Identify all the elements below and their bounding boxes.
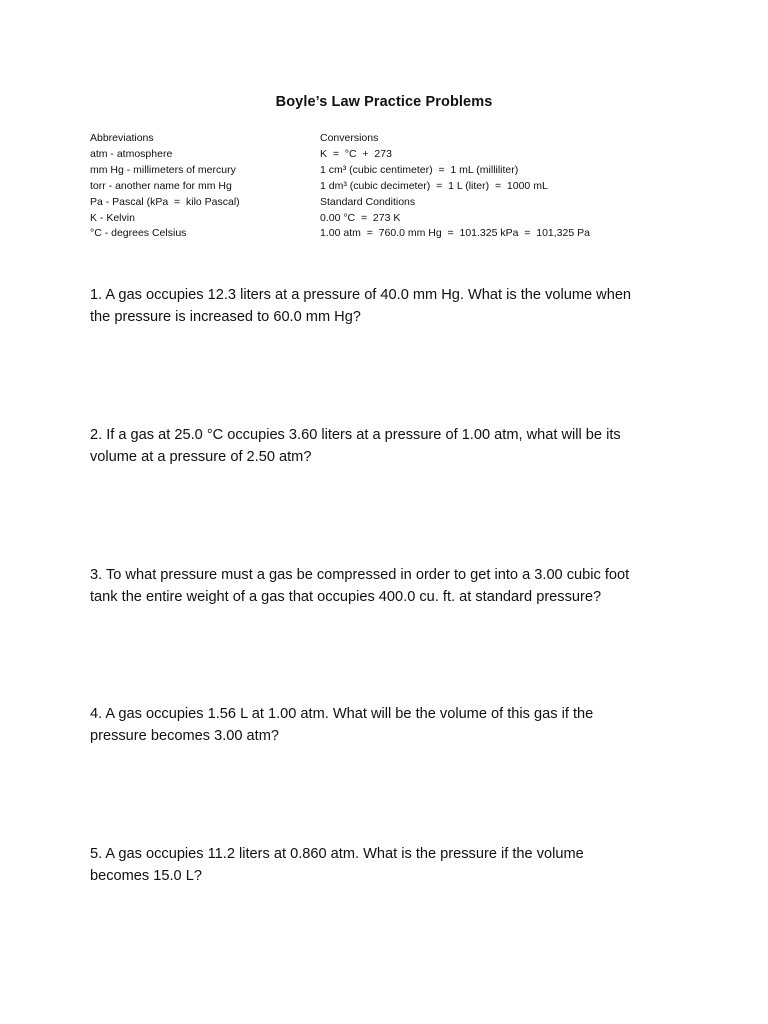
abbreviation-item: atm - atmosphere <box>90 147 173 160</box>
conversion-item: 0.00 °C = 273 K <box>320 211 401 224</box>
problem-text-line: 4. A gas occupies 1.56 L at 1.00 atm. What will be the volume of this gas if the <box>90 706 594 722</box>
abbreviation-item: °C - degrees Celsius <box>90 227 187 240</box>
abbreviation-item: torr - another name for mm Hg <box>90 179 232 192</box>
abbreviations-heading: Abbreviations <box>90 132 154 144</box>
problem-2 <box>90 424 690 468</box>
conversions-section <box>320 131 700 242</box>
problem-text-line: 1. A gas occupies 12.3 liters at a pressure of 40.0 mm Hg. What is the volume when <box>90 287 632 303</box>
problem-4 <box>90 703 690 747</box>
problem-text-line: pressure becomes 3.00 atm? <box>90 728 280 744</box>
conversion-item: 1.00 atm = 760.0 mm Hg = 101.325 kPa = 101,325 Pa <box>320 227 590 240</box>
problem-text-line: becomes 15.0 L? <box>90 868 202 884</box>
conversion-item: Standard Conditions <box>320 195 416 208</box>
problem-1 <box>90 284 690 328</box>
problem-text-line: 3. To what pressure must a gas be compressed in order to get into a 3.00 cubic foot <box>90 567 630 583</box>
conversion-item: 1 cm³ (cubic centimeter) = 1 mL (milliliter) <box>320 163 519 176</box>
problem-text-line: 2. If a gas at 25.0 °C occupies 3.60 liters at a pressure of 1.00 atm, what will be its <box>90 427 621 443</box>
problem-text-line: 5. A gas occupies 11.2 liters at 0.860 atm. What is the pressure if the volume <box>90 846 584 862</box>
problem-5 <box>90 843 690 887</box>
problem-text-line: tank the entire weight of a gas that occupies 400.0 cu. ft. at standard pressure? <box>90 589 602 605</box>
conversion-item: 1 dm³ (cubic decimeter) = 1 L (liter) = 1000 mL <box>320 179 548 192</box>
abbreviations-section <box>90 131 305 242</box>
problem-text-line: volume at a pressure of 2.50 atm? <box>90 449 312 465</box>
conversion-item: K = °C + 273 <box>320 147 392 160</box>
problem-3 <box>90 564 690 608</box>
conversions-heading: Conversions <box>320 132 379 144</box>
abbreviation-item: Pa - Pascal (kPa = kilo Pascal) <box>90 195 240 208</box>
problem-text-line: the pressure is increased to 60.0 mm Hg? <box>90 309 361 325</box>
abbreviation-item: K - Kelvin <box>90 211 135 224</box>
worksheet-title: Boyle’s Law Practice Problems <box>275 94 493 110</box>
abbreviation-item: mm Hg - millimeters of mercury <box>90 163 236 176</box>
